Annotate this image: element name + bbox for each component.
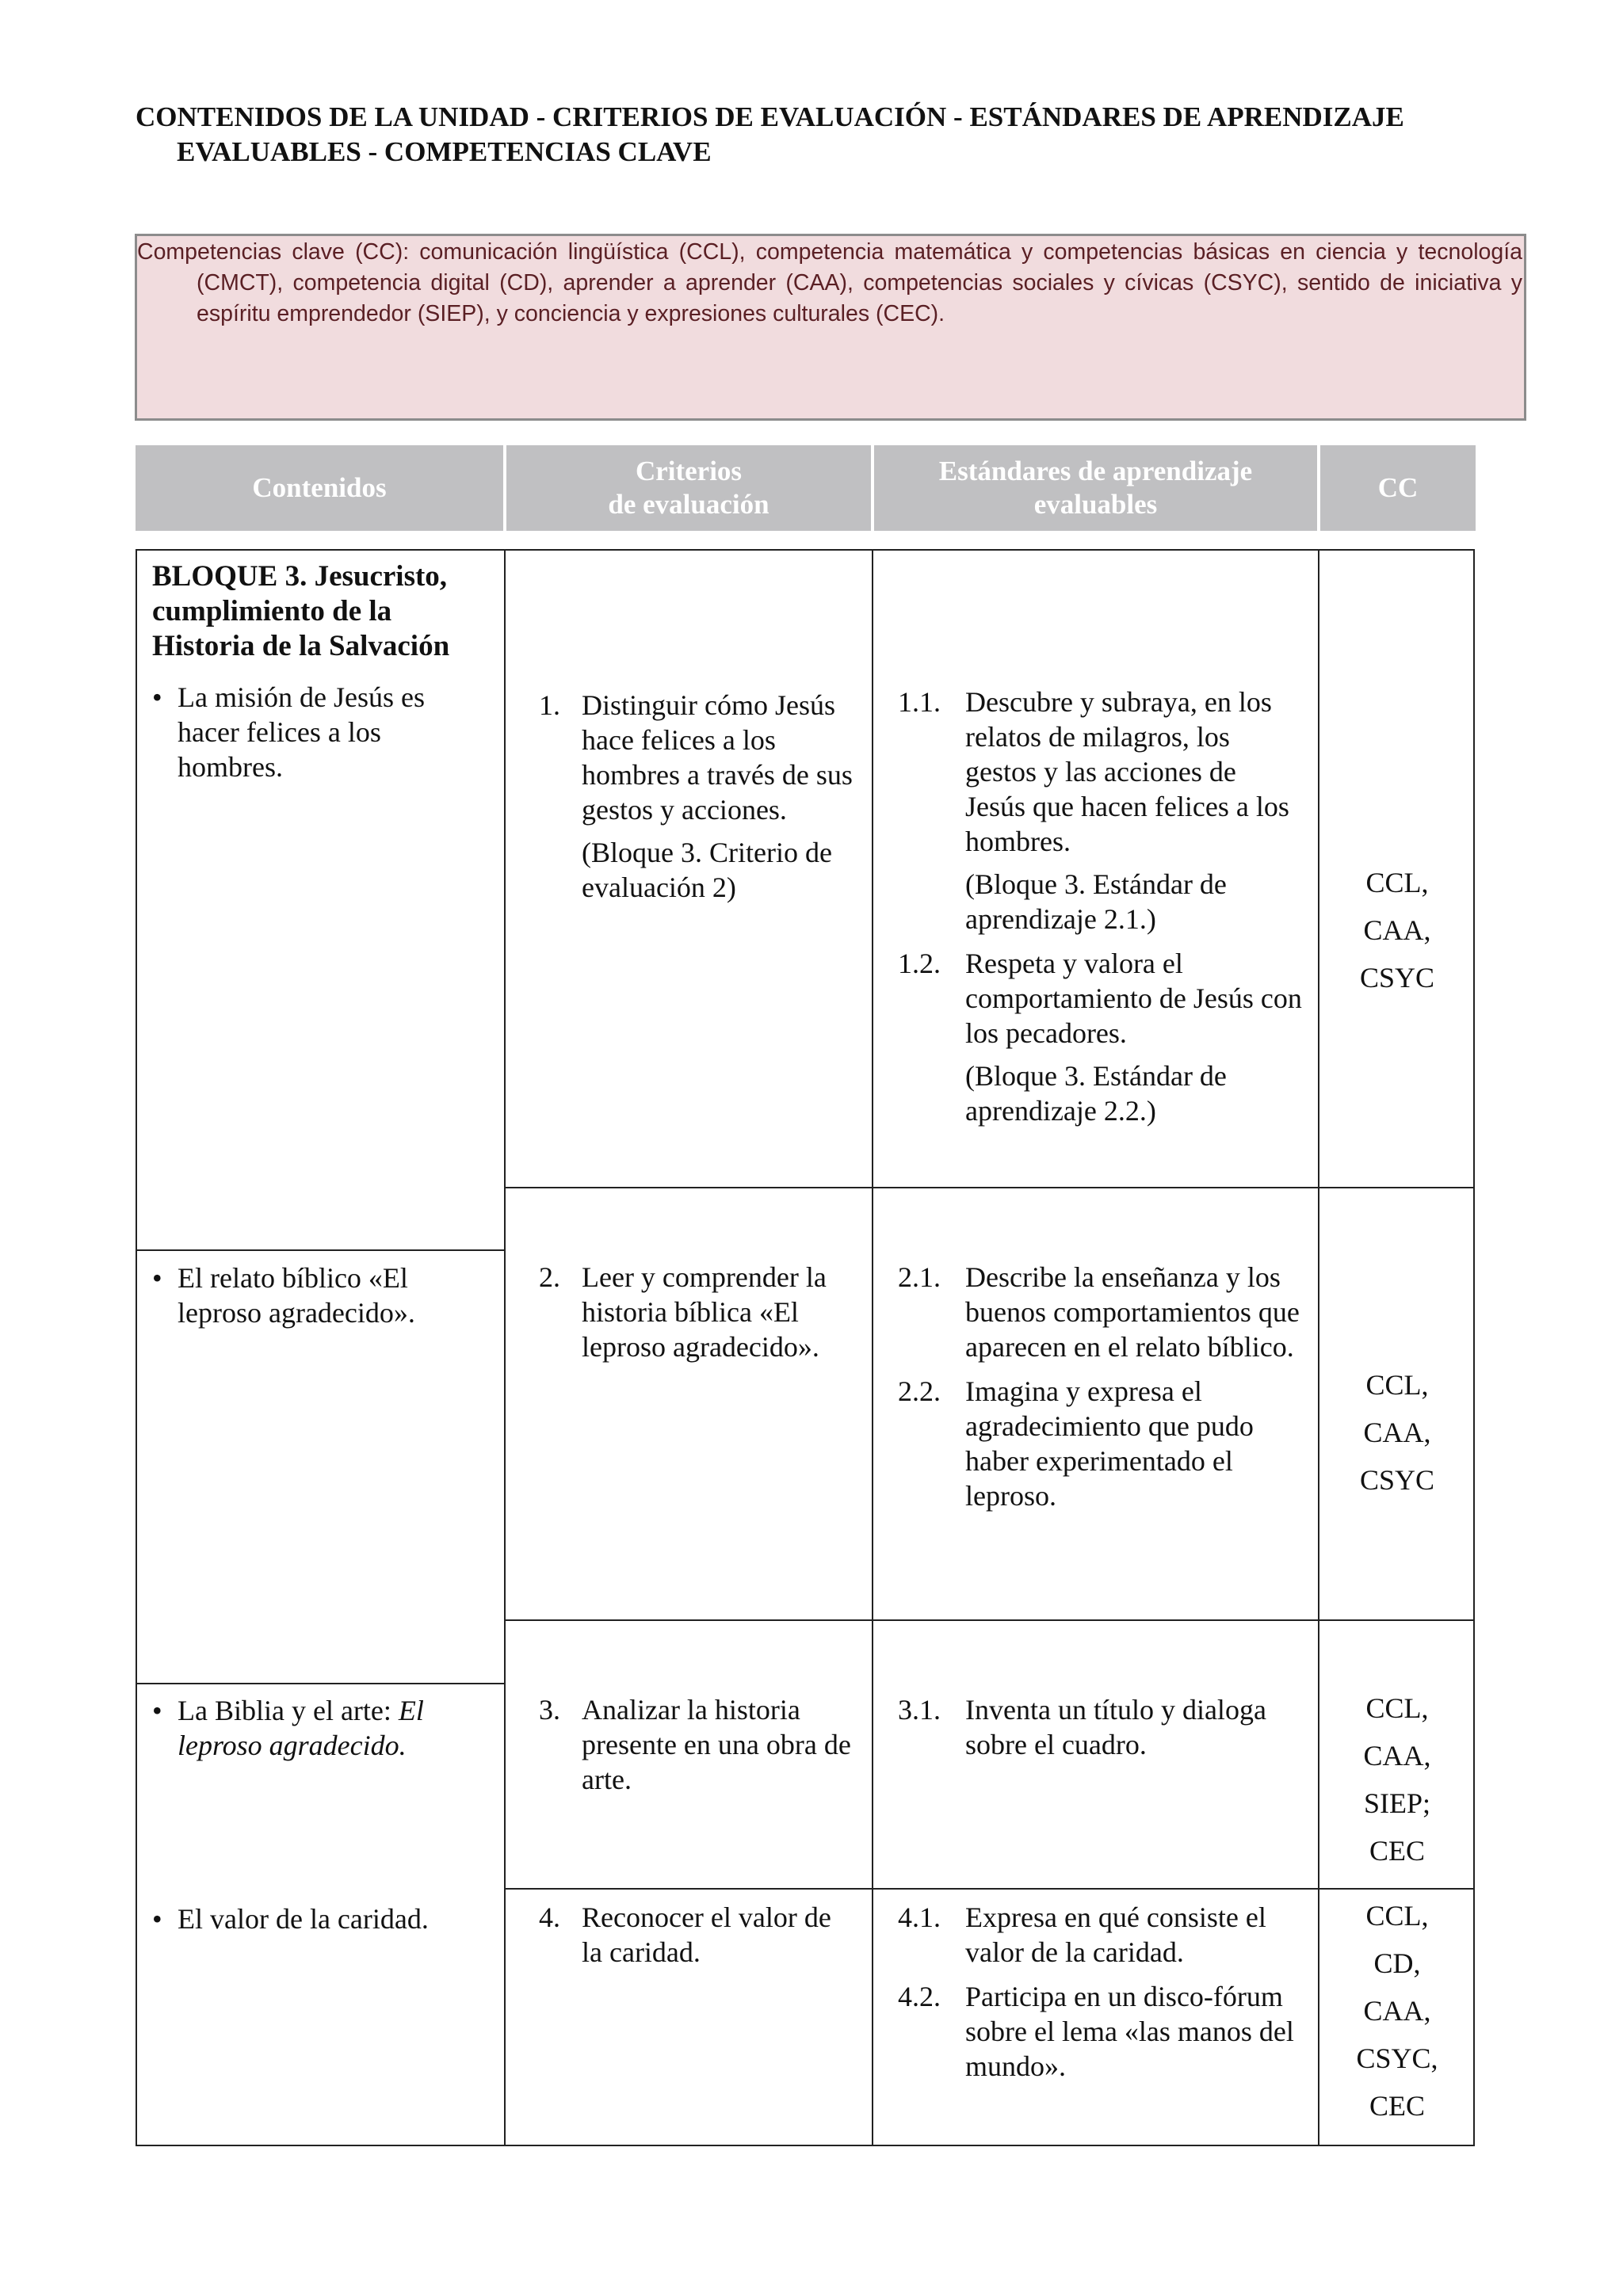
- estandar-1-2: 1.2. Respeta y valora el comportamiento de Jesús con los pecadores.: [898, 948, 1302, 1049]
- estandar-note: (Bloque 3. Estándar de aprendizaje 2.2.): [965, 1060, 1227, 1127]
- estandar-4-1: 4.1. Expresa en qué consiste el valor de la caridad.: [898, 1901, 1266, 1968]
- cc-4: CCL, CD, CAA, CSYC, CEC: [1356, 1900, 1438, 2122]
- page-title: [136, 100, 1530, 170]
- criterio-note: (Bloque 3. Criterio de evaluación 2): [582, 837, 832, 903]
- competencias-clave-box: [135, 234, 1526, 421]
- estandar-4-2: 4.2. Participa en un disco-fórum sobre el lema «las manos del mundo».: [898, 1981, 1294, 2082]
- cc-1: CCL, CAA, CSYC: [1359, 867, 1435, 994]
- header-cc-label: CC: [1377, 472, 1419, 503]
- contenido-text: El valor de la caridad.: [178, 1903, 429, 1935]
- contenidos-cell-2: [152, 1261, 485, 1330]
- header-criterios: [506, 445, 871, 531]
- header-criterios-label: Criterios de evaluación: [608, 456, 769, 520]
- estandar-note: (Bloque 3. Estándar de aprendizaje 2.1.): [965, 868, 1227, 935]
- estandar-2-1: 2.1. Describe la enseñanza y los buenos comportamientos que aparecen en el relato bíblico.: [898, 1261, 1300, 1363]
- list-item: • La misión de Jesús es hacer felices a los hombres.: [152, 680, 485, 784]
- estandares-2: [898, 1260, 1302, 1513]
- list-item: • El valor de la caridad.: [152, 1903, 429, 1935]
- estandares-1: [898, 685, 1302, 1128]
- competencias-clave-text: Competencias clave (CC): comunicación lingüística (CCL), competencia matemática y competencias básicas en ciencia y tecnología (CMCT), competencia digital (CD), aprender a aprender (CAA), competencias sociales y cívicas (CSYC), sentido de iniciativa y espíritu emprendedor (SIEP), y conciencia y expresiones culturales (CEC).: [137, 239, 1522, 326]
- bloque-title: BLOQUE 3. Jesucristo, cumplimiento de la Historia de la Salvación: [152, 560, 450, 662]
- header-estandares-label: Estándares de aprendizaje evaluables: [938, 456, 1253, 520]
- cc-2: CCL, CAA, CSYC: [1359, 1369, 1435, 1496]
- header-contenidos: [136, 445, 503, 531]
- contenido-text: La Biblia y el arte: El leproso agradecido.: [178, 1695, 424, 1761]
- estandares-4: [898, 1900, 1302, 2084]
- list-item: • La Biblia y el arte: El leproso agradecido.: [152, 1693, 485, 1763]
- header-cc: [1320, 445, 1476, 531]
- cc-3: CCL, CAA, SIEP; CEC: [1363, 1692, 1431, 1867]
- criterio-2: 2. Leer y comprender la historia bíblica «El leproso agradecido».: [539, 1261, 827, 1363]
- criterio-3: 3. Analizar la historia presente en una obra de arte.: [539, 1694, 851, 1795]
- contenidos-cell-4: [152, 1901, 485, 1936]
- contenido-text: El relato bíblico «El leproso agradecido».: [178, 1262, 415, 1329]
- header-contenidos-label: Contenidos: [252, 472, 387, 503]
- page-title-line1: CONTENIDOS DE LA UNIDAD - CRITERIOS DE EVALUACIÓN - ESTÁNDARES DE APRENDIZAJE: [136, 101, 1404, 132]
- contenidos-cell-1: [152, 559, 485, 784]
- estandar-3-1: 3.1. Inventa un título y dialoga sobre el cuadro.: [898, 1694, 1266, 1760]
- criterio-4: 4. Reconocer el valor de la caridad.: [539, 1901, 831, 1968]
- header-estandares: [874, 445, 1317, 531]
- estandar-2-2: 2.2. Imagina y expresa el agradecimiento que pudo haber experimentado el leproso.: [898, 1375, 1254, 1512]
- estandares-3: [898, 1692, 1302, 1762]
- list-item: • El relato bíblico «El leproso agradecido».: [152, 1261, 485, 1330]
- contenidos-cell-3: [152, 1693, 485, 1763]
- page-title-line2: EVALUABLES - COMPETENCIAS CLAVE: [177, 136, 712, 167]
- criterio-1: 1. Distinguir cómo Jesús hace felices a los hombres a través de sus gestos y acciones. (Bloque 3. Criterio de evaluación 2): [539, 688, 856, 905]
- estandar-1-1: 1.1. Descubre y subraya, en los relatos de milagros, los gestos y las acciones de Jesús que hacen felices a los hombres.: [898, 686, 1289, 857]
- contenido-text: La misión de Jesús es hacer felices a los hombres.: [178, 681, 425, 783]
